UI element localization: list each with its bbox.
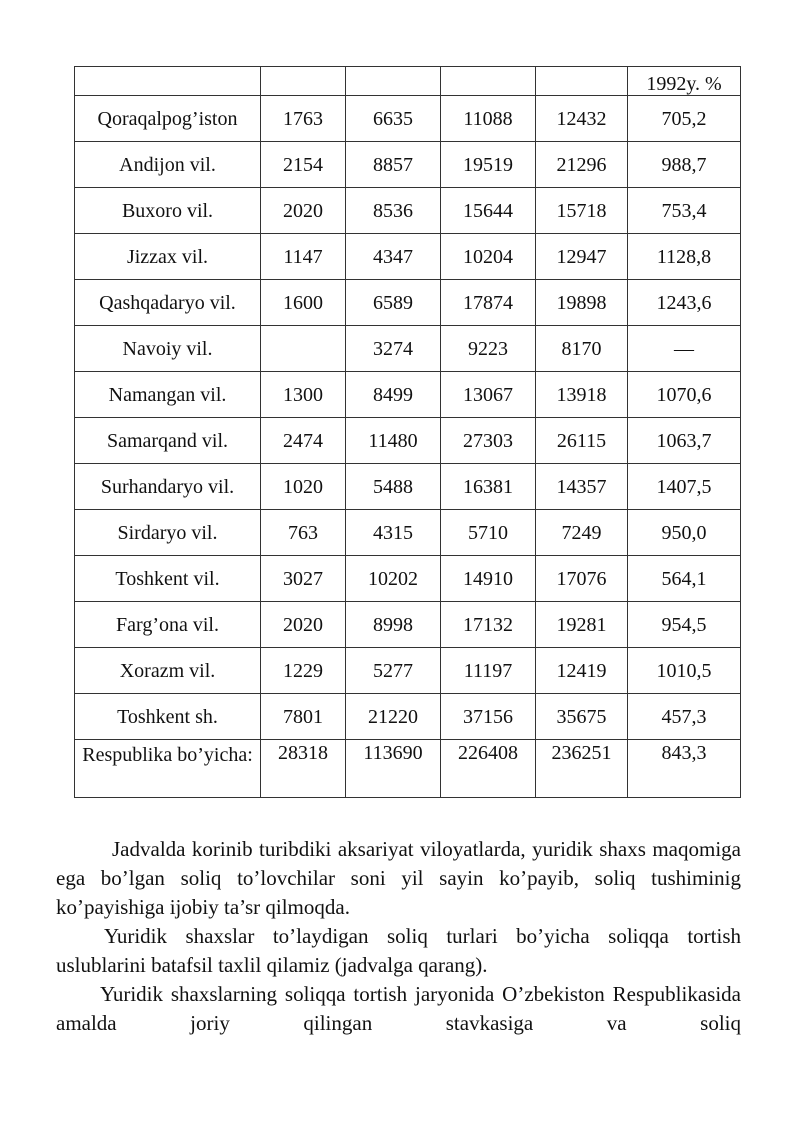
value-cell: 2020: [261, 602, 346, 648]
table-row: [75, 280, 741, 326]
value-cell: 26115: [536, 418, 628, 464]
table-row: [75, 694, 741, 740]
region-cell: Farg’ona vil.: [75, 602, 261, 648]
value-cell: [346, 67, 441, 96]
value-cell: 13067: [441, 372, 536, 418]
table-row: [75, 510, 741, 556]
value-cell: 12419: [536, 648, 628, 694]
value-cell: 763: [261, 510, 346, 556]
table-header-row: [75, 67, 741, 96]
value-cell: 843,3: [628, 740, 741, 798]
value-cell: 236251: [536, 740, 628, 798]
value-cell: 457,3: [628, 694, 741, 740]
value-cell: [261, 67, 346, 96]
value-cell: 6589: [346, 280, 441, 326]
value-cell: 10202: [346, 556, 441, 602]
value-cell: 28318: [261, 740, 346, 798]
region-cell: Toshkent sh.: [75, 694, 261, 740]
value-cell: 9223: [441, 326, 536, 372]
value-cell: 1063,7: [628, 418, 741, 464]
region-cell: Qoraqalpog’iston: [75, 96, 261, 142]
value-cell: 954,5: [628, 602, 741, 648]
value-cell: 705,2: [628, 96, 741, 142]
value-cell: 950,0: [628, 510, 741, 556]
table-row: [75, 648, 741, 694]
value-cell: 15718: [536, 188, 628, 234]
value-cell: 12947: [536, 234, 628, 280]
region-cell: Navoiy vil.: [75, 326, 261, 372]
paragraph-3: Yuridik shaxslarning soliqqa tortish jaryonida O’zbekiston Respublikasida amalda joriy qilingan stavkasiga va soliq: [56, 982, 741, 1035]
region-cell: Qashqadaryo vil.: [75, 280, 261, 326]
value-cell: 1147: [261, 234, 346, 280]
value-cell: 17132: [441, 602, 536, 648]
value-cell: 1128,8: [628, 234, 741, 280]
value-cell: 37156: [441, 694, 536, 740]
value-cell: 753,4: [628, 188, 741, 234]
value-cell: 11088: [441, 96, 536, 142]
value-cell: [261, 326, 346, 372]
table-row: [75, 96, 741, 142]
value-cell: 3027: [261, 556, 346, 602]
value-cell: 5488: [346, 464, 441, 510]
table-row: [75, 418, 741, 464]
value-cell: 3274: [346, 326, 441, 372]
value-cell: [441, 67, 536, 96]
value-cell: 1243,6: [628, 280, 741, 326]
value-cell: 1992y. %: [628, 67, 741, 96]
tax-payers-table: [74, 66, 741, 798]
value-cell: 1020: [261, 464, 346, 510]
value-cell: [536, 67, 628, 96]
table-total-row: [75, 740, 741, 798]
value-cell: 17076: [536, 556, 628, 602]
value-cell: 1070,6: [628, 372, 741, 418]
table-row: [75, 464, 741, 510]
table-row: [75, 326, 741, 372]
value-cell: 12432: [536, 96, 628, 142]
value-cell: 16381: [441, 464, 536, 510]
value-cell: 19898: [536, 280, 628, 326]
value-cell: 564,1: [628, 556, 741, 602]
value-cell: 2154: [261, 142, 346, 188]
value-cell: 19281: [536, 602, 628, 648]
value-cell: 21296: [536, 142, 628, 188]
value-cell: 8998: [346, 602, 441, 648]
value-cell: 1010,5: [628, 648, 741, 694]
value-cell: 1407,5: [628, 464, 741, 510]
value-cell: 5277: [346, 648, 441, 694]
region-cell: Sirdaryo vil.: [75, 510, 261, 556]
value-cell: 113690: [346, 740, 441, 798]
table-row: [75, 142, 741, 188]
value-cell: 226408: [441, 740, 536, 798]
value-cell: 4315: [346, 510, 441, 556]
value-cell: 19519: [441, 142, 536, 188]
value-cell: 2474: [261, 418, 346, 464]
region-cell: [75, 67, 261, 96]
value-cell: 35675: [536, 694, 628, 740]
value-cell: 8536: [346, 188, 441, 234]
table-row: [75, 234, 741, 280]
value-cell: 17874: [441, 280, 536, 326]
region-cell: Jizzax vil.: [75, 234, 261, 280]
value-cell: 21220: [346, 694, 441, 740]
value-cell: 14357: [536, 464, 628, 510]
body-text: [56, 835, 741, 1038]
table-row: [75, 602, 741, 648]
table-body: [75, 67, 741, 798]
value-cell: —: [628, 326, 741, 372]
table-row: [75, 556, 741, 602]
region-cell: Namangan vil.: [75, 372, 261, 418]
region-cell: Buxoro vil.: [75, 188, 261, 234]
value-cell: 15644: [441, 188, 536, 234]
value-cell: 7801: [261, 694, 346, 740]
region-cell: Xorazm vil.: [75, 648, 261, 694]
table-row: [75, 188, 741, 234]
paragraph-1: Jadvalda korinib turibdiki aksariyat viloyatlarda, yuridik shaxs maqomiga ega bo’lgan soliq to’lovchilar soni yil sayin ko’payib, soliq tushiminig ko’payishiga ijobiy ta’sr qilmoqda.: [56, 837, 741, 919]
table-row: [75, 372, 741, 418]
value-cell: 1763: [261, 96, 346, 142]
value-cell: 8499: [346, 372, 441, 418]
value-cell: 988,7: [628, 142, 741, 188]
region-cell: Samarqand vil.: [75, 418, 261, 464]
value-cell: 11480: [346, 418, 441, 464]
value-cell: 14910: [441, 556, 536, 602]
value-cell: 13918: [536, 372, 628, 418]
value-cell: 27303: [441, 418, 536, 464]
value-cell: 11197: [441, 648, 536, 694]
paragraph-2: Yuridik shaxslar to’laydigan soliq turlari bo’yicha soliqqa tortish uslublarini batafsil taxlil qilamiz (jadvalga qarang).: [56, 924, 741, 977]
value-cell: 6635: [346, 96, 441, 142]
value-cell: 8170: [536, 326, 628, 372]
value-cell: 5710: [441, 510, 536, 556]
value-cell: 2020: [261, 188, 346, 234]
region-cell: Surhandaryo vil.: [75, 464, 261, 510]
region-cell: Andijon vil.: [75, 142, 261, 188]
value-cell: 7249: [536, 510, 628, 556]
region-cell: Toshkent vil.: [75, 556, 261, 602]
value-cell: 1300: [261, 372, 346, 418]
value-cell: 4347: [346, 234, 441, 280]
region-cell: Respublika bo’yicha:: [75, 740, 261, 798]
value-cell: 10204: [441, 234, 536, 280]
value-cell: 1600: [261, 280, 346, 326]
value-cell: 8857: [346, 142, 441, 188]
value-cell: 1229: [261, 648, 346, 694]
